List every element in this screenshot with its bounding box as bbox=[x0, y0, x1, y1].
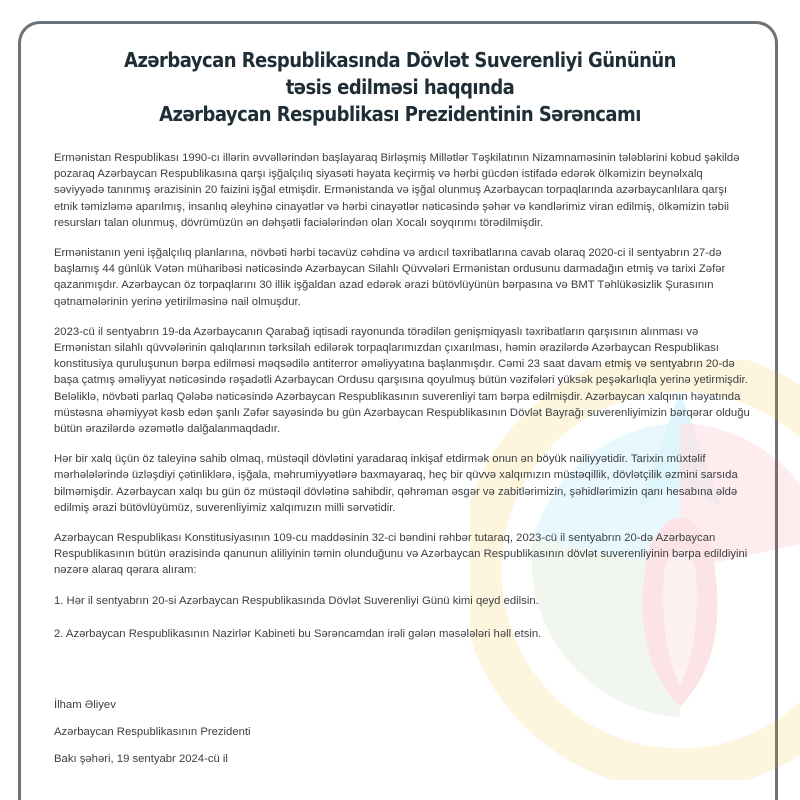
decision-item-2: 2. Azərbaycan Respublikasının Nazirlər Kabineti bu Sərəncamdan irəli gələn məsələləri həll etsin. bbox=[54, 627, 542, 640]
title-line-3: Azərbaycan Respublikası Prezidentinin Sərəncamı bbox=[159, 102, 641, 126]
paragraph-1: Ermənistan Respublikası 1990-cı illərin əvvəllərindən başlayaraq Birləşmiş Millətlər Təşkilatının Nizamnaməsinin tələblərini kobud şəkildə pozaraq Azərbaycan Respublikasına qarşı işğalçılıq siyasəti həyata keçirmiş və hərbi gücdən istifadə edərək ölkəmizin beynəlxalq səviyyədə tanınmış ərazisinin 20 faizini işğal etmişdir. Ermənistanda və işğal olunmuş Azərbaycan torpaqlarında azərbaycanlılara qarşı etnik təmizləmə aparılmış, insanlıq əleyhinə cinayətlər və hərbi cinayətlər nəticəsində şəhər və kəndlərimiz viran edilmiş, ölkəmizin təbii resursları talan olunmuş, dövrümüzün ən dəhşətli faciələrindən olan Xocalı soyqırımı törədilmişdir. bbox=[54, 152, 740, 229]
paragraph-3: 2023-cü il sentyabrın 19-da Azərbaycanın Qarabağ iqtisadi rayonunda törədilən genişmiqyaslı təxribatların qarşısının alınması və Ermənistan silahlı qüvvələrinin qalıqlarının tərksilah edilərək torpaqlarımızdan çıxarılması, həmin ərazilərdə Azərbaycan Respublikası konstitusiya quruluşunun bərpa edilməsi məqsədilə antiterror əməliyyatına başlanmışdır. Cəmi 23 saat davam etmiş və sentyabrın 20-də başa çatmış əməliyyat nəticəsində rəşadətli Azərbaycan Ordusu qarşısına qoyulmuş bütün vəzifələri yüksək peşəkarlıqla yerinə yetirmişdir. Beləliklə, növbəti parlaq Qələbə nəticəsində Azərbaycan Respublikasının suverenliyi tam bərpa edilmişdir. Azərbaycan xalqının həyatında müstəsna əhəmiyyət kəsb edən şanlı Zəfər sayəsində bu gün Azərbaycan Respublikasının Dövlət Bayrağı suverenliyimizin bərqərar olduğu bütün ərazilərdə əzəmətlə dalğalanmaqdadır. bbox=[54, 325, 750, 436]
paragraph-5: Azərbaycan Respublikası Konstitusiyasının 109-cu maddəsinin 32-ci bəndini rəhbər tutaraq, 2023-cü il sentyabrın 20-də Azərbaycan Respublikasının bütün ərazisində qanunun aliliyinin təmin olunduğunu və Azərbaycan Respublikasının dövlət suverenliyinin bərpa edildiyini nəzərə alaraq qərara alıram: bbox=[54, 532, 748, 577]
document-body bbox=[54, 150, 754, 659]
title-line-1: Azərbaycan Respublikasında Dövlət Suverenliyi Gününün bbox=[124, 48, 676, 72]
document-title bbox=[40, 47, 760, 128]
paragraph-4: Hər bir xalq üçün öz taleyinə sahib olmaq, müstəqil dövlətini yaradaraq inkişaf etdirmək onun ən böyük nailiyyətidir. Tarixin müxtəlif mərhələlərində üzləşdiyi çətinliklərə, işğala, məhrumiyyətlərə baxmayaraq, heç bir qüvvə xalqımızın müstəqillik, dövlətçilik əzmini sarsıda bilməmişdir. Azərbaycan xalqı bu gün öz müstəqil dövlətinə sahibdir, qəhrəman əsgər və zabitlərimizin, şəhidlərimizin qanı hesabına əldə edilmiş ərazi bütövlüyümüz, suverenliyimiz xalqımızın milli sərvətidir. bbox=[54, 453, 738, 514]
decision-item-1: 1. Hər il sentyabrın 20-si Azərbaycan Respublikasında Dövlət Suverenliyi Günü kimi qeyd edilsin. bbox=[54, 594, 539, 607]
place-and-date: Bakı şəhəri, 19 sentyabr 2024-cü il bbox=[54, 753, 228, 765]
signature-block bbox=[54, 697, 251, 778]
paragraph-2: Ermənistanın yeni işğalçılıq planlarına, növbəti hərbi təcavüz cəhdinə və ardıcıl təxribatlarına cavab olaraq 2020-ci il sentyabrın 27-də başlamış 44 günlük Vətən müharibəsi nəticəsində Azərbaycan Silahlı Qüvvələri Ermənistan ordusunu darmadağın etmiş və tarixi Zəfər qazanmışdır. Azərbaycan öz torpaqlarını 30 illik işğaldan azad edərək ərazi bütövlüyünün bərpasına və BMT Təhlükəsizlik Şurasının qətnamələrinin yerinə yetirilməsinə nail olmuşdur. bbox=[54, 247, 726, 308]
signatory-position: Azərbaycan Respublikasının Prezidenti bbox=[54, 726, 251, 738]
signatory-name: İlham Əliyev bbox=[54, 699, 116, 711]
title-line-2: təsis edilməsi haqqında bbox=[285, 75, 515, 99]
